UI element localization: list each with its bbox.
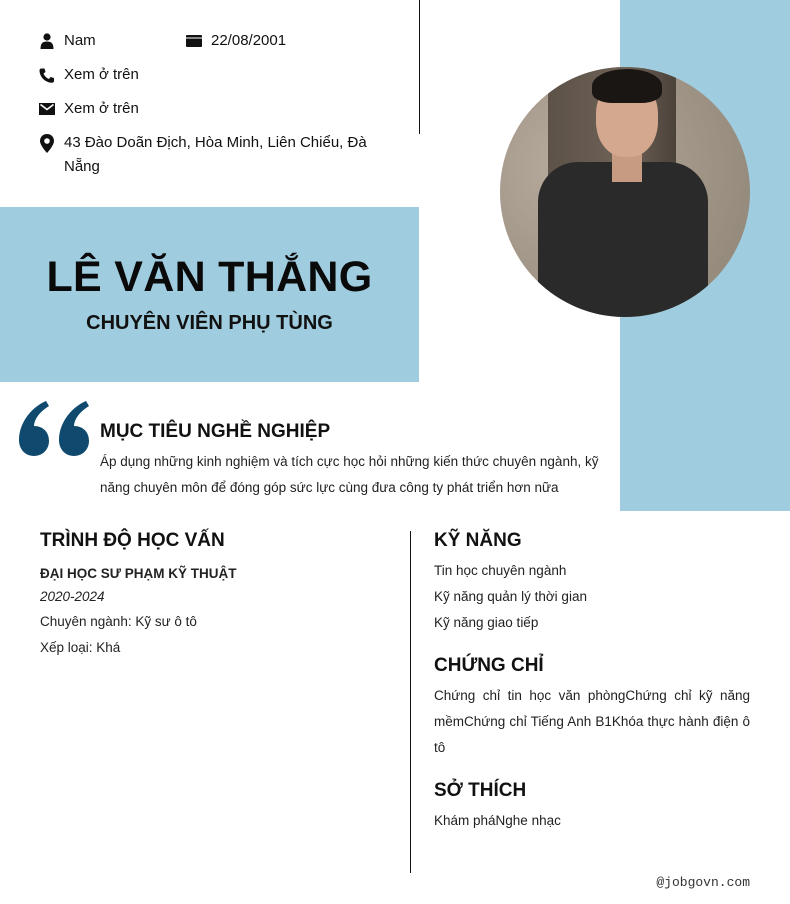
location-pin-icon <box>39 131 55 155</box>
gender-row <box>39 29 96 53</box>
address-row <box>39 131 389 179</box>
quote-mark-icon <box>18 398 94 456</box>
education-school: ĐẠI HỌC SƯ PHẠM KỸ THUẬT <box>40 566 237 581</box>
candidate-position: CHUYÊN VIÊN PHỤ TÙNG <box>86 312 333 334</box>
watermark: @jobgovn.com <box>656 875 750 890</box>
mail-icon <box>39 97 55 121</box>
hobbies-text: Khám pháNghe nhạc <box>434 813 561 828</box>
phone-icon <box>39 63 55 87</box>
education-period: 2020-2024 <box>40 589 105 604</box>
skill-item: Kỹ năng quản lý thời gian <box>434 589 587 604</box>
objective-title: MỤC TIÊU NGHỀ NGHIỆP <box>100 421 331 442</box>
certificates-text: Chứng chỉ tin học văn phòngChứng chỉ kỹ năng mềmChứng chỉ Tiếng Anh B1Khóa thực hành điện ô tô <box>434 688 750 755</box>
calendar-icon <box>186 29 202 53</box>
column-divider <box>410 531 411 873</box>
certificates-title: CHỨNG CHỈ <box>434 655 544 676</box>
top-divider <box>419 0 420 134</box>
name-header-box <box>0 207 419 382</box>
gender-value: Nam <box>64 32 96 49</box>
dob-row <box>186 29 286 53</box>
education-title: TRÌNH ĐỘ HỌC VẤN <box>40 530 225 551</box>
objective-text: Áp dụng những kinh nghiệm và tích cực học hỏi những kiến thức chuyên ngành, kỹ năng chuyên môn để đóng góp sức lực cùng đưa công ty phát triển hơn nữa <box>100 454 599 495</box>
education-major: Chuyên ngành: Kỹ sư ô tô <box>40 614 197 629</box>
profile-photo <box>500 67 750 317</box>
email-value: Xem ở trên <box>64 100 139 117</box>
person-icon <box>39 29 55 53</box>
candidate-name: LÊ VĂN THẮNG <box>46 253 373 301</box>
skills-title: KỸ NĂNG <box>434 530 522 551</box>
address-value: 43 Đào Doãn Địch, Hòa Minh, Liên Chiểu, Đà Nẵng <box>64 134 367 175</box>
phone-value: Xem ở trên <box>64 66 139 83</box>
hobbies-title: SỞ THÍCH <box>434 780 527 801</box>
dob-value: 22/08/2001 <box>211 32 287 49</box>
email-row <box>39 97 139 121</box>
phone-row <box>39 63 139 87</box>
skill-item: Tin học chuyên ngành <box>434 563 567 578</box>
skill-item: Kỹ năng giao tiếp <box>434 615 539 630</box>
education-grade: Xếp loại: Khá <box>40 640 121 655</box>
